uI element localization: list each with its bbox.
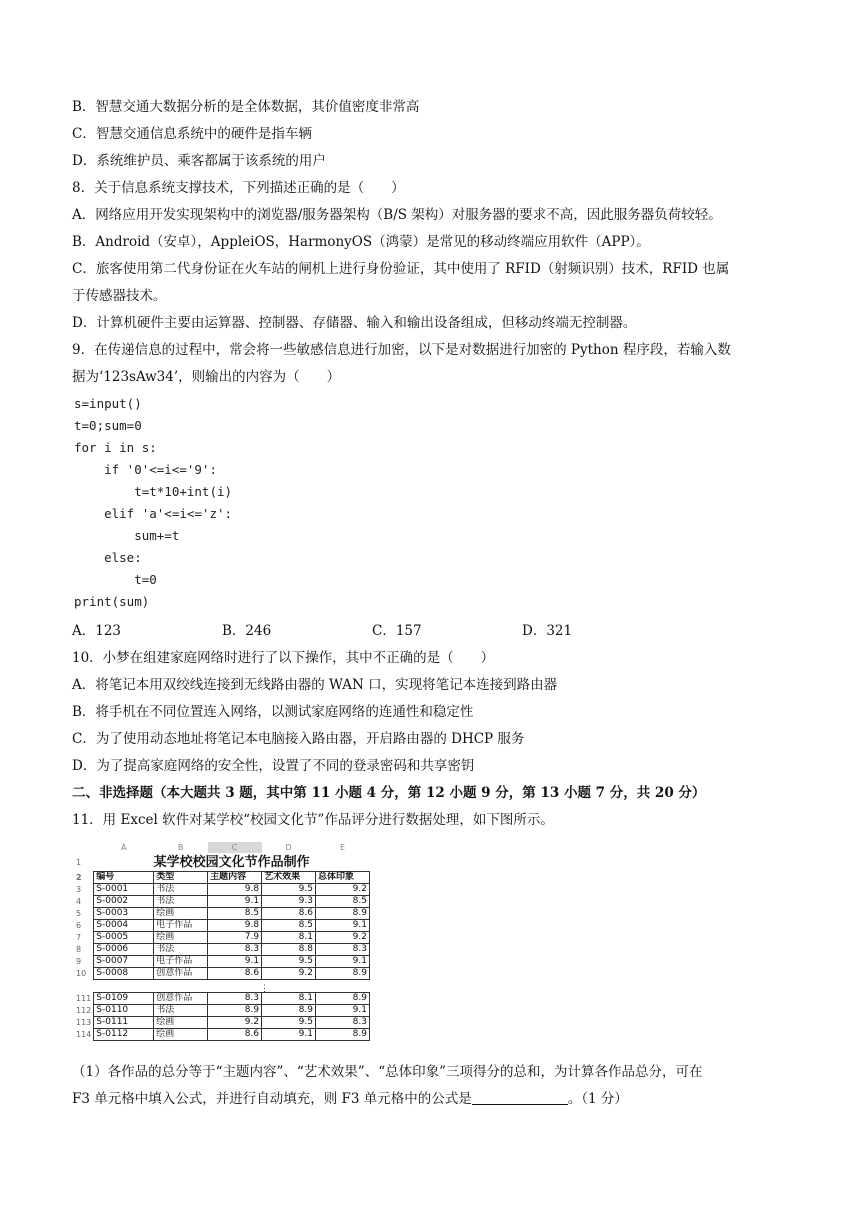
- table-cell: S-0112: [94, 1029, 154, 1041]
- q11-part1-line1: （1）各作品的总分等于“主题内容”、“艺术效果”、“总体印象”三项得分的总和，为计算各作品总分，可在: [72, 1064, 703, 1080]
- table-cell: 8.6: [208, 1029, 262, 1041]
- table-cell: 8.6: [208, 968, 262, 980]
- table-cell: S-0001: [94, 884, 154, 896]
- column-letter: C: [208, 842, 262, 853]
- section-heading: 二、非选择题（本大题共 3 题，其中第 11 小题 4 分，第 12 小题 9 分，第 13 小题 7 分，共 20 分）: [72, 785, 706, 801]
- score-table: [74, 842, 370, 1041]
- code-line: t=0;sum=0: [74, 418, 142, 433]
- table-row: [74, 956, 370, 968]
- table-cell: S-0007: [94, 956, 154, 968]
- q9-option-a: A．123: [72, 623, 122, 639]
- column-letter: B: [154, 842, 208, 853]
- table-cell: S-0109: [94, 993, 154, 1005]
- table-row: [74, 968, 370, 980]
- table-cell: 8.8: [262, 944, 316, 956]
- table-cell: 9.1: [208, 896, 262, 908]
- sheet-title: 某学校校园文化节作品制作: [153, 854, 310, 870]
- table-cell: 9.1: [262, 1029, 316, 1041]
- header-cell: 主题内容: [208, 872, 262, 884]
- row-number: 3: [76, 885, 82, 894]
- table-row: [74, 896, 370, 908]
- row-number: 6: [76, 921, 82, 930]
- answer-blank[interactable]: [472, 1090, 568, 1105]
- table-row: [74, 944, 370, 956]
- column-letter: A: [94, 842, 154, 853]
- table-row: [74, 908, 370, 920]
- table-row: [74, 920, 370, 932]
- spreadsheet-image: [74, 842, 370, 1052]
- table-cell: 8.9: [316, 1029, 370, 1041]
- q8-option-d: D．计算机硬件主要由运算器、控制器、存储器、输入和输出设备组成，但移动终端无控制器。: [72, 315, 637, 331]
- table-cell: 9.2: [316, 884, 370, 896]
- table-cell: 9.3: [262, 896, 316, 908]
- table-cell: S-0004: [94, 920, 154, 932]
- table-cell: 9.5: [262, 956, 316, 968]
- table-cell: 9.8: [208, 920, 262, 932]
- header-row: 2 编号 类型 主题内容 艺术效果 总体印象: [74, 872, 370, 884]
- table-row: [74, 932, 370, 944]
- q11-part1-text: F3 单元格中填入公式，并进行自动填充，则 F3 单元格中的公式是: [72, 1091, 472, 1107]
- q9-option-b: B．246: [222, 623, 272, 639]
- table-cell: S-0006: [94, 944, 154, 956]
- header-cell: 类型: [154, 872, 208, 884]
- q11-part1-line2: [72, 1090, 792, 1108]
- table-cell: 8.5: [316, 896, 370, 908]
- table-row: [74, 1017, 370, 1029]
- q7-option-b: B．智慧交通大数据分析的是全体数据，其价值密度非常高: [72, 99, 420, 115]
- q8-option-c-line1: C．旅客使用第二代身份证在火车站的闸机上进行身份验证，其中使用了 RFID（射频识别）技术，RFID 也属: [72, 261, 730, 277]
- table-cell: 9.1: [316, 956, 370, 968]
- table-cell: 9.5: [262, 1017, 316, 1029]
- q7-option-c: C．智慧交通信息系统中的硬件是指车辆: [72, 126, 312, 142]
- table-cell: S-0111: [94, 1017, 154, 1029]
- table-cell: 8.9: [316, 908, 370, 920]
- table-cell: S-0002: [94, 896, 154, 908]
- code-line: t=t*10+int(i): [74, 484, 233, 499]
- table-cell: S-0008: [94, 968, 154, 980]
- table-cell: 9.1: [208, 956, 262, 968]
- table-cell: 8.1: [262, 932, 316, 944]
- row-number: 114: [76, 1030, 92, 1039]
- table-cell: 书法: [154, 884, 208, 896]
- q9-option-c: C．157: [372, 623, 422, 639]
- table-cell: 9.1: [316, 920, 370, 932]
- top-rows: [74, 884, 370, 980]
- column-letter: D: [262, 842, 316, 853]
- code-line: t=0: [74, 572, 157, 587]
- q8-option-a: A．网络应用开发实现架构中的浏览器/服务器架构（B/S 架构）对服务器的要求不高，因此服务器负荷较轻。: [72, 207, 722, 223]
- code-line: s=input(): [74, 396, 142, 411]
- corner-cell: [74, 842, 94, 853]
- table-cell: 8.3: [208, 993, 262, 1005]
- row-number: 4: [76, 897, 82, 906]
- table-cell: 8.9: [316, 993, 370, 1005]
- table-cell: 创意作品: [154, 968, 208, 980]
- row-number: 8: [76, 945, 82, 954]
- q9-option-d: D．321: [522, 623, 573, 639]
- q7-option-d: D．系统维护员、乘客都属于该系统的用户: [72, 153, 326, 169]
- table-cell: 8.6: [262, 908, 316, 920]
- header-cell: 艺术效果: [262, 872, 316, 884]
- table-cell: 创意作品: [154, 993, 208, 1005]
- table-cell: 9.2: [316, 932, 370, 944]
- table-cell: 9.5: [262, 884, 316, 896]
- table-cell: 绘画: [154, 932, 208, 944]
- title-row: 1 某学校校园文化节作品制作: [74, 853, 370, 872]
- q11-part1-score: 。（1 分）: [567, 1091, 628, 1107]
- q9-stem-line2: 据为‘123sAw34’，则输出的内容为（ ）: [72, 369, 341, 385]
- q8-stem: 8．关于信息系统支撑技术，下列描述正确的是（ ）: [72, 180, 405, 196]
- q10-option-b: B．将手机在不同位置连入网络，以测试家庭网络的连通性和稳定性: [72, 704, 474, 720]
- table-row: [74, 1005, 370, 1017]
- q10-option-c: C．为了使用动态地址将笔记本电脑接入路由器，开启路由器的 DHCP 服务: [72, 731, 525, 747]
- table-row: [74, 884, 370, 896]
- table-cell: 书法: [154, 944, 208, 956]
- table-cell: 8.3: [316, 1017, 370, 1029]
- table-cell: 电子作品: [154, 956, 208, 968]
- column-letters-row: [74, 842, 370, 853]
- code-line: else:: [74, 550, 142, 565]
- ellipsis-mark: ⋮: [260, 984, 269, 994]
- q8-option-c-line2: 于传感器技术。: [72, 288, 167, 304]
- header-cell: 总体印象: [316, 872, 370, 884]
- table-cell: S-0005: [94, 932, 154, 944]
- table-cell: 8.5: [262, 920, 316, 932]
- code-line: for i in s:: [74, 440, 157, 455]
- table-cell: 8.1: [262, 993, 316, 1005]
- q10-stem: 10．小梦在组建家庭网络时进行了以下操作，其中不正确的是（ ）: [72, 650, 495, 666]
- table-cell: 7.9: [208, 932, 262, 944]
- table-cell: S-0110: [94, 1005, 154, 1017]
- code-line: sum+=t: [74, 528, 180, 543]
- table-cell: 书法: [154, 896, 208, 908]
- code-line: if '0'<=i<='9':: [74, 462, 217, 477]
- table-cell: 8.5: [208, 908, 262, 920]
- table-row: [74, 1029, 370, 1041]
- table-cell: 8.9: [262, 1005, 316, 1017]
- table-cell: 8.3: [208, 944, 262, 956]
- q10-option-a: A．将笔记本用双绞线连接到无线路由器的 WAN 口，实现将笔记本连接到路由器: [72, 677, 558, 693]
- table-cell: 9.2: [208, 1017, 262, 1029]
- table-cell: S-0003: [94, 908, 154, 920]
- row-number: 10: [76, 969, 87, 978]
- column-letter: E: [316, 842, 370, 853]
- q10-option-d: D．为了提高家庭网络的安全性，设置了不同的登录密码和共享密钥: [72, 758, 475, 774]
- row-number: 112: [76, 1006, 92, 1015]
- row-number: 5: [76, 909, 82, 918]
- table-cell: 绘画: [154, 1017, 208, 1029]
- table-cell: 9.1: [316, 1005, 370, 1017]
- table-row: [74, 993, 370, 1005]
- row-number: 113: [76, 1018, 92, 1027]
- row-number: 111: [76, 994, 92, 1003]
- gap-row: [74, 980, 370, 993]
- table-cell: 9.2: [262, 968, 316, 980]
- table-cell: 9.8: [208, 884, 262, 896]
- q8-option-b: B．Android（安卓），AppleiOS，HarmonyOS（鸿蒙）是常见的移动终端应用软件（APP）。: [72, 234, 650, 250]
- table-cell: 电子作品: [154, 920, 208, 932]
- table-cell: 绘画: [154, 908, 208, 920]
- table-cell: 8.3: [316, 944, 370, 956]
- q11-stem: 11．用 Excel 软件对某学校“校园文化节”作品评分进行数据处理，如下图所示。: [72, 812, 554, 828]
- code-line: print(sum): [74, 594, 150, 609]
- table-cell: 绘画: [154, 1029, 208, 1041]
- code-line: elif 'a'<=i<='z':: [74, 506, 233, 521]
- row-number: 9: [76, 957, 82, 966]
- table-cell: 书法: [154, 1005, 208, 1017]
- row-number: 7: [76, 933, 82, 942]
- bottom-rows: [74, 993, 370, 1041]
- q9-stem-line1: 9．在传递信息的过程中，常会将一些敏感信息进行加密，以下是对数据进行加密的 Python 程序段，若输入数: [72, 342, 731, 358]
- table-cell: 8.9: [316, 968, 370, 980]
- header-cell: 编号: [94, 872, 154, 884]
- table-cell: 8.9: [208, 1005, 262, 1017]
